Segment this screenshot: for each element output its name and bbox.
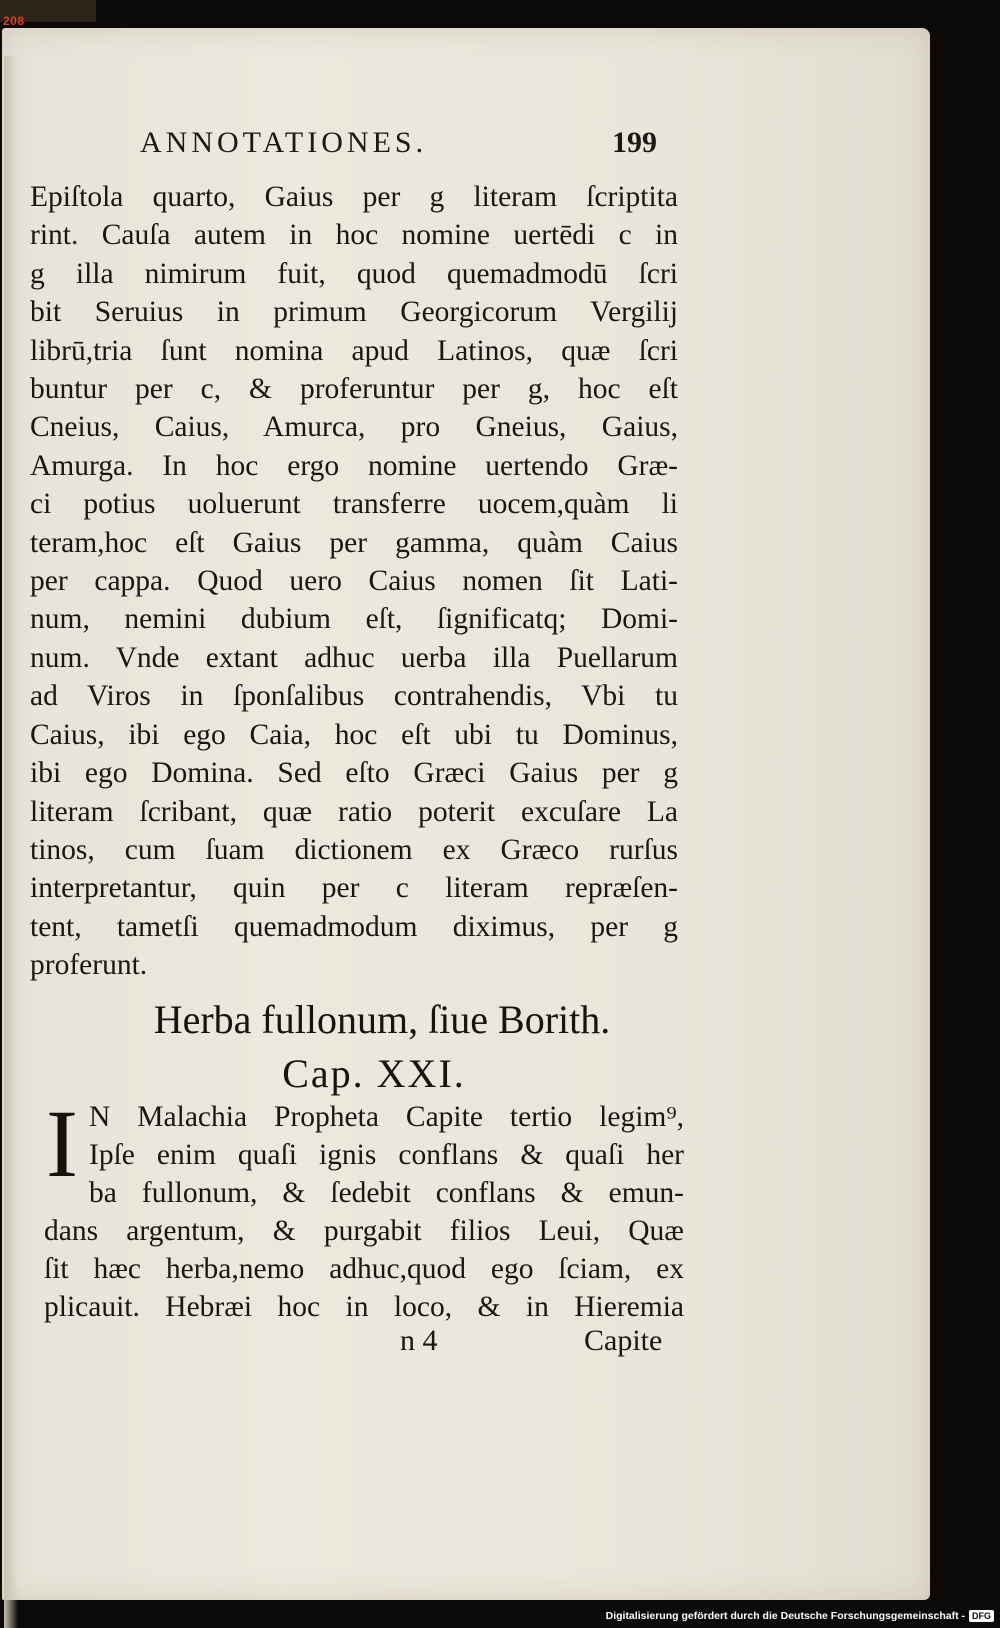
text-line: ba fullonum, & ſedebit conflans & emun- <box>89 1177 684 1209</box>
drop-cap-initial: I <box>46 1090 78 1197</box>
signature-mark: n 4 <box>400 1324 438 1357</box>
text-line: literam ſcribant, quæ ratio poterit excuſare La <box>30 795 678 828</box>
credit-text: Digitalisierung gefördert durch die Deutsche Forschungsgemeinschaft - <box>605 1610 965 1622</box>
text-line: ſit hæc herba,nemo adhuc,quod ego ſciam, ex <box>44 1253 684 1285</box>
text-line: ad Viros in ſponſalibus contrahendis, Vbi tu <box>30 680 678 713</box>
text-line: ibi ego Domina. Sed eſto Græci Gaius per g <box>30 757 678 790</box>
section-heading: Herba fullonum, ſiue Borith. <box>153 997 611 1042</box>
text-line: Ipſe enim quaſi ignis conflans & quaſi her <box>89 1139 684 1171</box>
text-line: N Malachia Propheta Capite tertio legim⁹, <box>89 1101 684 1133</box>
text-line: plicauit. Hebræi hoc in loco, & in Hieremia <box>44 1291 684 1323</box>
text-line: rint. Cauſa autem in hoc nomine uertēdi c in <box>30 219 678 252</box>
digitization-credit <box>606 1610 994 1622</box>
page-gutter-shadow <box>4 56 18 1628</box>
catchword: Capite <box>584 1324 663 1357</box>
running-title: ANNOTATIONES. <box>140 126 428 159</box>
text-line: Cneius, Caius, Amurca, pro Gneius, Gaius, <box>30 411 678 444</box>
body-paragraph <box>30 178 678 985</box>
text-line: dans argentum, & purgabit filios Leui, Quæ <box>44 1215 684 1247</box>
text-line: ci potius uoluerunt transferre uocem,quàm li <box>30 488 678 521</box>
scan-page-id: 208 <box>3 14 25 28</box>
book-page <box>2 28 930 1600</box>
text-line: bit Seruius in primum Georgicorum Vergilij <box>30 296 678 329</box>
text-line: Caius, ibi ego Caia, hoc eſt ubi tu Dominus, <box>30 718 678 751</box>
page-number: 199 <box>612 126 657 159</box>
chapter-paragraph <box>44 1090 684 1326</box>
dfg-logo: DFG <box>969 1610 994 1622</box>
text-line: num. Vnde extant adhuc uerba illa Puellarum <box>30 641 678 674</box>
text-line: buntur per c, & proferuntur per g, hoc eſt <box>30 373 678 406</box>
text-line: g illa nimirum fuit, quod quemadmodū ſcri <box>30 257 678 290</box>
chapter-number: Cap. XXI. <box>282 1051 466 1096</box>
text-line: tinos, cum ſuam dictionem ex Græco rurſus <box>30 833 678 866</box>
text-line: Amurga. In hoc ergo nomine uertendo Græ- <box>30 449 678 482</box>
text-line: interpretantur, quin per c literam repræſen- <box>30 872 678 905</box>
text-line: proferunt. <box>30 949 148 982</box>
text-line: num, nemini dubium eſt, ſignificatq; Domi- <box>30 603 678 636</box>
text-line: Epiſtola quarto, Gaius per g literam ſcriptita <box>30 181 678 213</box>
text-line: tent, tametſi quemadmodum diximus, per g <box>30 910 678 943</box>
text-line: teram,hoc eſt Gaius per gamma, quàm Caius <box>30 526 678 559</box>
text-line: per cappa. Quod uero Caius nomen ſit Lati- <box>30 565 678 598</box>
text-line: librū,tria ſunt nomina apud Latinos, quæ ſcri <box>30 334 678 367</box>
